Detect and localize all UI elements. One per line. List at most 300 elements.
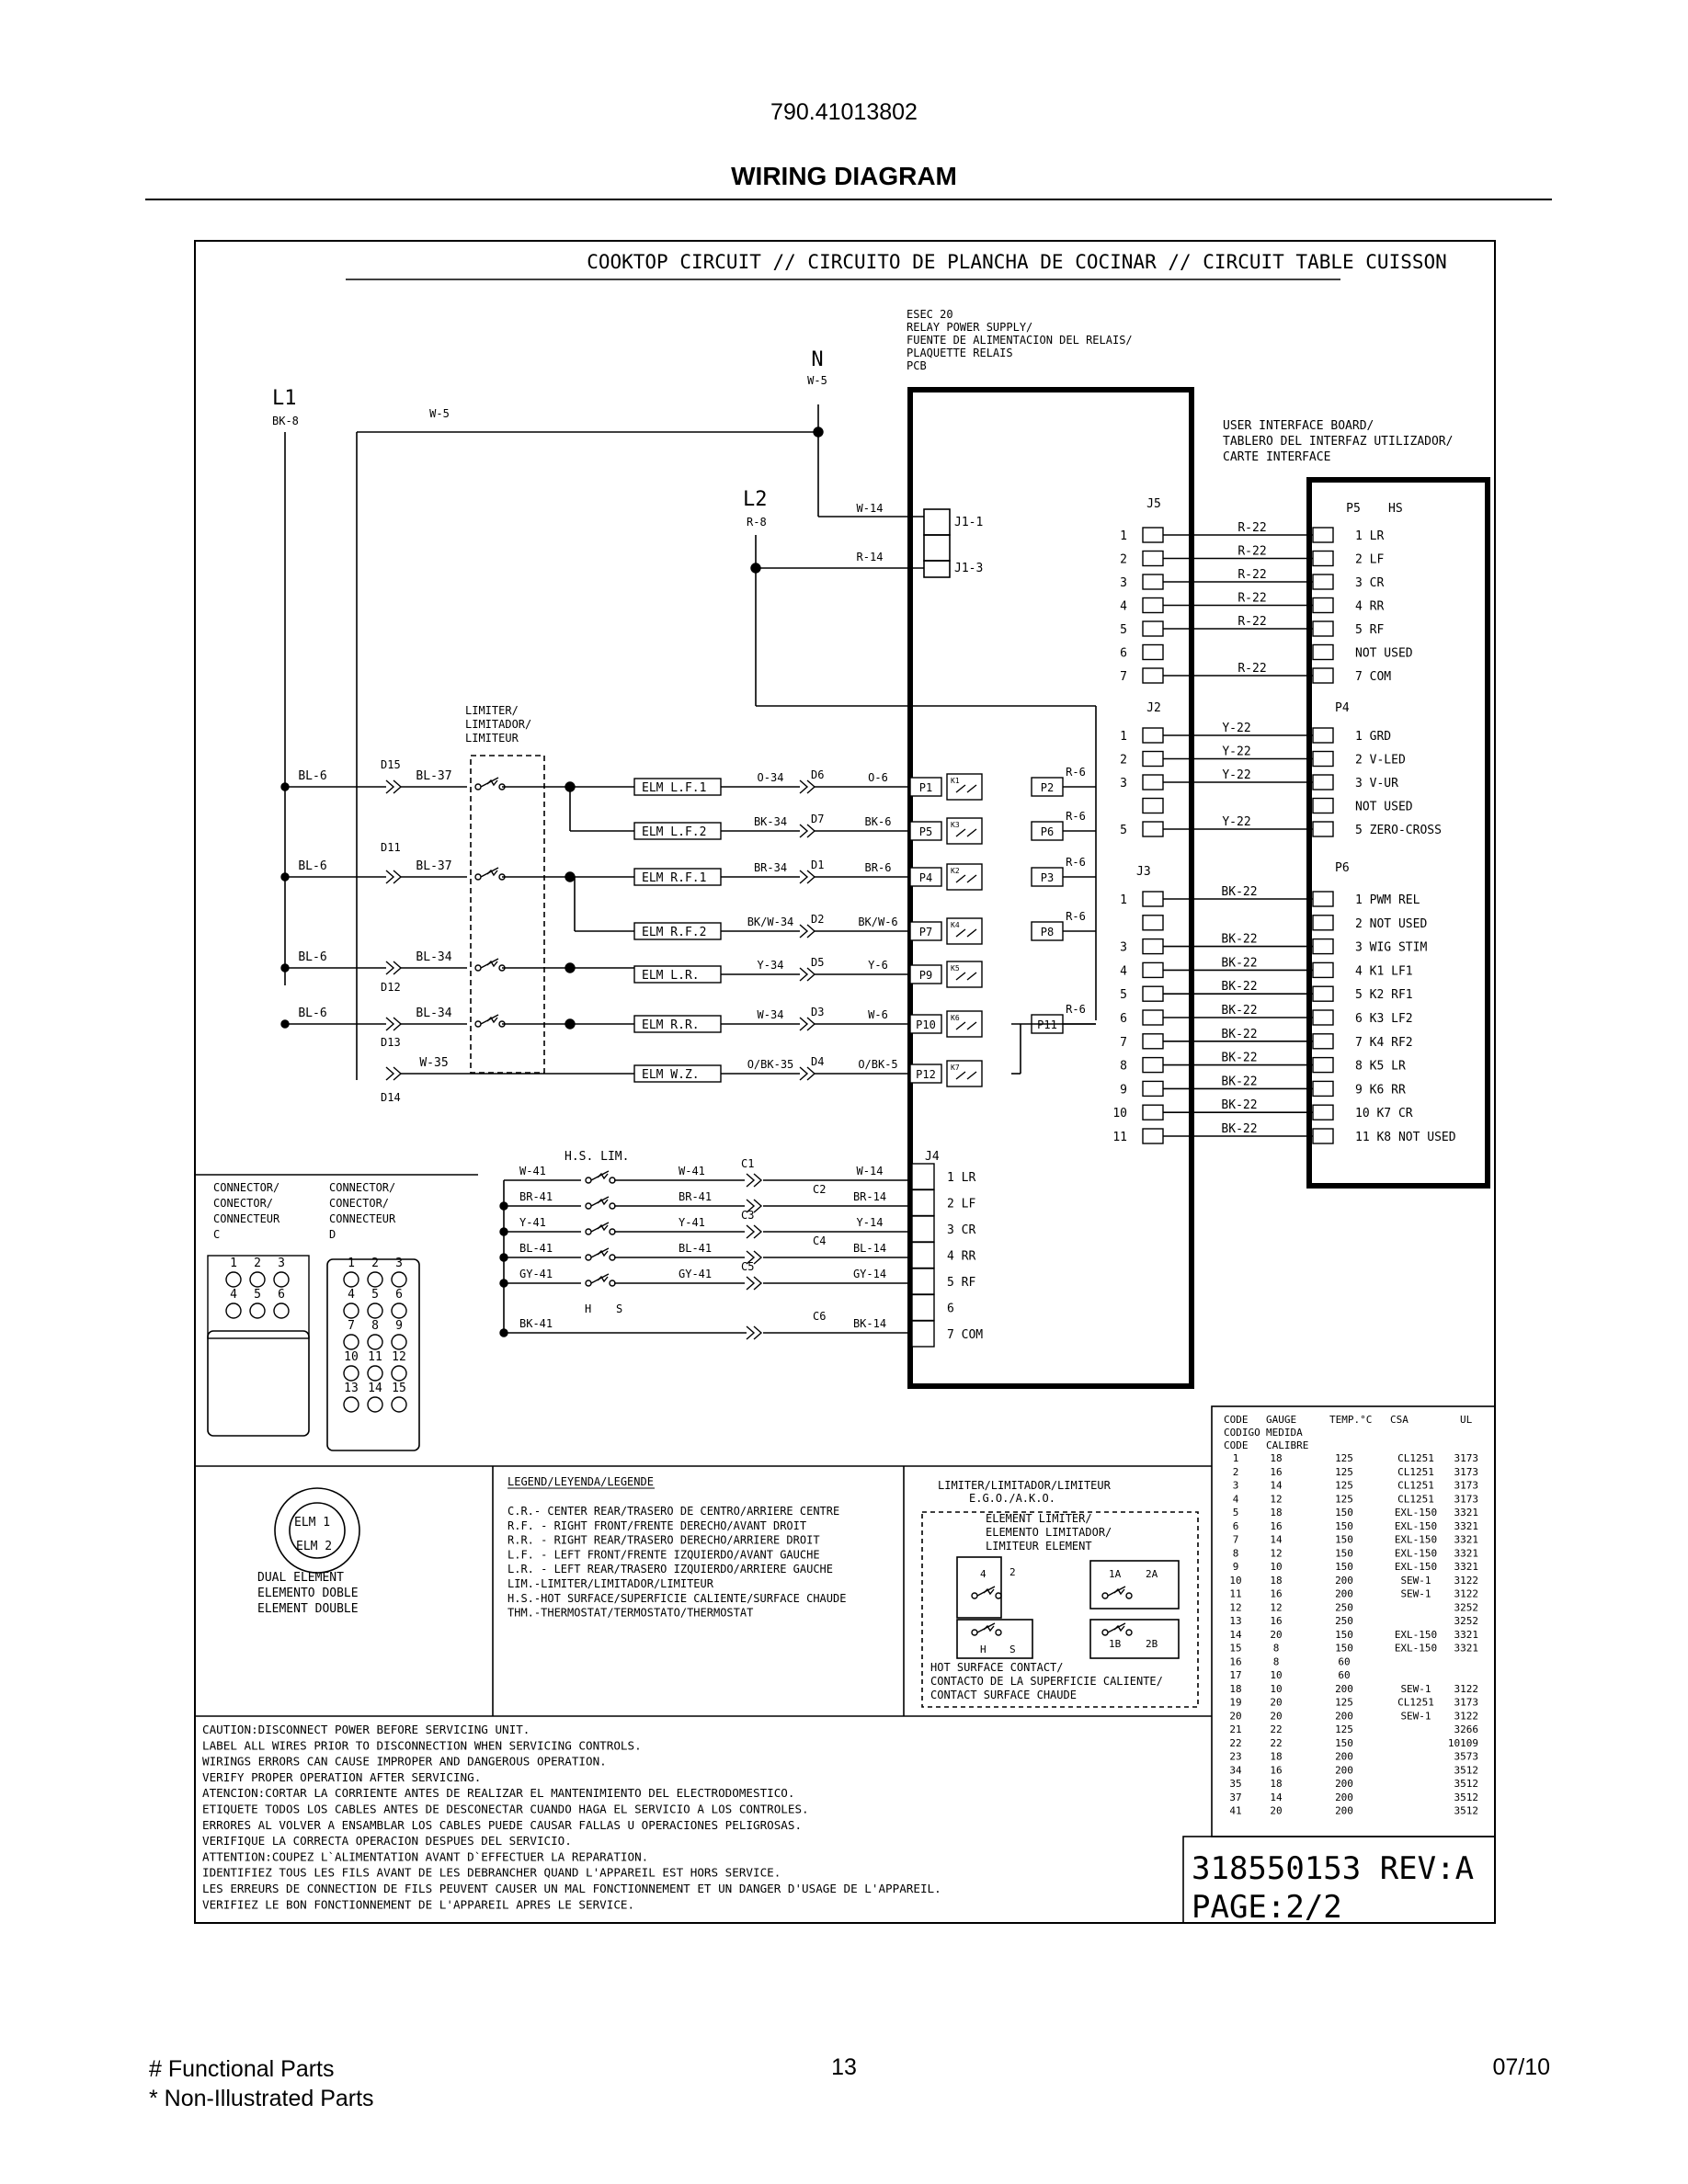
p5-pin-label: 7 COM <box>1355 670 1392 684</box>
hs-mid-wire-label: W-41 <box>679 1165 705 1177</box>
p5-pin-label: 1 LR <box>1355 529 1385 543</box>
connector-d-pin <box>344 1272 359 1287</box>
h-terminal-label: H <box>585 1302 592 1315</box>
code-table-ul: 3122 <box>1454 1587 1478 1600</box>
relay-out-pin-label: P11 <box>1037 1018 1057 1031</box>
p5-pin-box <box>1313 528 1333 542</box>
r14-wire-label: R-14 <box>856 551 884 563</box>
code-table-code: 14 <box>1229 1628 1242 1641</box>
code-table-temp: 125 <box>1335 1465 1353 1478</box>
junction-dot <box>751 563 760 573</box>
code-table-code: 4 <box>1232 1493 1239 1506</box>
hs-connector-label: C1 <box>741 1157 755 1170</box>
j3-pin-box <box>1143 962 1163 977</box>
connector-d-pin-number: 7 <box>348 1319 355 1333</box>
p5-wire-label: R-22 <box>1237 591 1267 606</box>
j5-pin-number: 3 <box>1120 576 1127 590</box>
j5-pin-number: 2 <box>1120 552 1127 567</box>
relay-wire-label: O-6 <box>868 771 888 784</box>
j3-pin-box <box>1143 892 1163 906</box>
limiter-box-inner-label: ELEMENTO LIMITADOR/ <box>986 1526 1112 1539</box>
hs-left-wire-label: W-41 <box>519 1165 546 1177</box>
p6-label: P6 <box>1335 861 1350 875</box>
code-table-temp: 250 <box>1335 1601 1353 1614</box>
relay-out-pin-label: P8 <box>1040 926 1055 938</box>
j5-pin-number: 5 <box>1120 623 1127 637</box>
code-table-code: 20 <box>1229 1710 1242 1723</box>
p5-wire-label: R-22 <box>1237 662 1267 676</box>
connector-c-pin-number: 1 <box>230 1257 237 1270</box>
code-table-gauge: 14 <box>1270 1791 1283 1803</box>
code-table-code: 3 <box>1232 1479 1239 1492</box>
diode-label: D7 <box>811 813 825 825</box>
j3-pin-number: 4 <box>1120 964 1127 979</box>
code-table-gauge: 12 <box>1270 1547 1283 1560</box>
feed-wire-label: BL-6 <box>298 1007 327 1020</box>
p6-pin-label: 5 K2 RF1 <box>1355 988 1413 1003</box>
j4-pin-box <box>912 1268 934 1294</box>
connector-symbol <box>800 925 815 938</box>
p6-pin-label: 7 K4 RF2 <box>1355 1035 1413 1050</box>
diode-label: D1 <box>811 859 825 871</box>
connector-d-pin <box>344 1303 359 1318</box>
switch-contact <box>1102 1630 1108 1635</box>
heating-element-label: ELM R.F.1 <box>642 871 707 885</box>
limiter-label: LIMITER/ <box>465 704 519 717</box>
code-table-gauge: 18 <box>1270 1507 1283 1519</box>
p6-wire-label: BK-22 <box>1221 980 1258 995</box>
j3-pin-number: 5 <box>1120 988 1127 1003</box>
j3-pin-box <box>1143 939 1163 954</box>
code-table-csa: CL1251 <box>1397 1452 1434 1464</box>
code-table-temp: 150 <box>1335 1642 1353 1655</box>
j4-pin-box <box>912 1190 934 1216</box>
p4-wire-label: Y-22 <box>1222 722 1251 735</box>
elm2-label: ELM 2 <box>296 1540 333 1553</box>
code-table-gauge: 16 <box>1270 1519 1283 1532</box>
hs-right-wire-label: W-14 <box>856 1165 884 1177</box>
legend-line: LIM.-LIMITER/LIMITADOR/LIMITEUR <box>508 1577 713 1590</box>
code-table-temp: 200 <box>1335 1804 1353 1817</box>
code-table-csa: EXL-150 <box>1394 1519 1438 1532</box>
code-table-gauge: 22 <box>1270 1736 1283 1749</box>
p6-wire-label: BK-22 <box>1221 1098 1258 1113</box>
code-table-gauge: 10 <box>1270 1682 1283 1695</box>
caution-line: ETIQUETE TODOS LOS CABLES ANTES DE DESCONECTAR CUANDO HAGA EL SERVICIO A LOS CONTROLES. <box>202 1802 809 1816</box>
switch-contact <box>972 1630 977 1635</box>
caution-line: IDENTIFIEZ TOUS LES FILS AVANT DE LES DEBRANCHER QUAND L'APPAREIL EST HORS SERVICE. <box>202 1865 781 1880</box>
connector-d-pin-number: 2 <box>371 1257 379 1270</box>
code-table-code: 22 <box>1229 1736 1242 1749</box>
model-number: 790.41013802 <box>770 99 918 125</box>
p6-pin-label: 8 K5 LR <box>1355 1059 1406 1074</box>
code-table-code: 1 <box>1232 1452 1239 1464</box>
limiter-pin-label: 4 <box>980 1568 987 1580</box>
j4-pin-label: 5 RF <box>947 1276 976 1290</box>
p4-pin-label: 2 V-LED <box>1355 753 1406 768</box>
caution-line: VERIFY PROPER OPERATION AFTER SERVICING. <box>202 1769 482 1784</box>
heating-element-label: ELM L.F.1 <box>642 781 707 795</box>
caution-line: VERIFIQUE LA CORRECTA OPERACION DESPUES DEL SERVICIO. <box>202 1834 572 1848</box>
caution-line: ATTENTION:COUPEZ L`ALIMENTATION AVANT D`EFFECTUER LA REPARATION. <box>202 1849 649 1864</box>
j5-pin-number: 7 <box>1120 670 1127 684</box>
limiter-pin-label: 2B <box>1146 1638 1158 1650</box>
relay-output-wire-label: R-6 <box>1066 766 1086 779</box>
j4-pin-box <box>912 1321 934 1347</box>
caution-line: VERIFIEZ LE BON FONCTIONNEMENT DE L'APPAREIL APRES LE SERVICE. <box>202 1897 635 1912</box>
code-table-gauge: 18 <box>1270 1778 1283 1790</box>
code-table-code: 18 <box>1229 1682 1242 1695</box>
ui-board-label: USER INTERFACE BOARD/ <box>1223 419 1374 433</box>
limiter-wire-label: BL-34 <box>416 1007 452 1020</box>
j3-pin-number: 6 <box>1120 1012 1127 1026</box>
j4-pin-label: 4 RR <box>947 1249 976 1264</box>
hs-mid-wire-label: GY-41 <box>679 1268 713 1280</box>
p6-pin-box <box>1313 1081 1333 1096</box>
element-wire-label: W-34 <box>757 1008 784 1021</box>
p6-pin-label: 2 NOT USED <box>1355 916 1428 931</box>
hot-surface-label: CONTACTO DE LA SUPERFICIE CALIENTE/ <box>930 1675 1163 1688</box>
p6-pin-box <box>1313 1034 1333 1049</box>
connector-symbol <box>800 968 815 981</box>
j5-pin-box <box>1143 574 1163 589</box>
code-table-code: 9 <box>1232 1561 1239 1573</box>
code-table-csa: SEW-1 <box>1400 1574 1431 1587</box>
connector-d-pin <box>368 1272 382 1287</box>
connector-c-pin <box>274 1303 289 1318</box>
code-table-gauge: 20 <box>1270 1696 1283 1709</box>
limiter-pin-label: S <box>1009 1644 1016 1655</box>
code-table-temp: 200 <box>1335 1587 1353 1600</box>
limiter-label: LIMITEUR <box>465 732 519 745</box>
p6-pin-box <box>1313 892 1333 906</box>
j1-pin-label: J1-3 <box>954 562 984 575</box>
heating-element-label: ELM W.Z. <box>642 1068 700 1082</box>
j3-pin-box <box>1143 986 1163 1001</box>
code-table-temp: 125 <box>1335 1493 1353 1506</box>
j2-pin-number: 2 <box>1120 753 1127 768</box>
j4-pin-label: 3 CR <box>947 1223 976 1237</box>
legend-line: C.R.- CENTER REAR/TRASERO DE CENTRO/ARRIERE CENTRE <box>508 1505 840 1518</box>
code-table-ul: 3173 <box>1454 1465 1478 1478</box>
code-table-ul: 3321 <box>1454 1519 1478 1532</box>
p4-pin-box <box>1313 752 1333 767</box>
l1-label: L1 <box>272 387 297 410</box>
connector-c-label: CONNECTOR/ <box>213 1181 280 1194</box>
connector-c-label: CONNECTEUR <box>213 1212 280 1225</box>
code-table-temp: 150 <box>1335 1519 1353 1532</box>
hs-right-wire-label: Y-14 <box>856 1216 884 1229</box>
code-table-code: 17 <box>1229 1669 1242 1681</box>
code-table-frame <box>1212 1406 1495 1837</box>
code-table-ul: 3321 <box>1454 1561 1478 1573</box>
code-table-code: 37 <box>1229 1791 1242 1803</box>
p6-pin-label: 3 WIG STIM <box>1355 940 1428 955</box>
connector-symbol <box>747 1225 761 1238</box>
code-table-gauge: 18 <box>1270 1750 1283 1763</box>
p5-pin-label: 2 LF <box>1355 552 1385 567</box>
relay-wire-label: W-6 <box>868 1008 888 1021</box>
connector-d-pin <box>392 1397 406 1412</box>
relay-board-label: PCB <box>907 359 927 372</box>
j2-pin-box <box>1143 822 1163 836</box>
p6-pin-box <box>1313 962 1333 977</box>
code-table-header: CSA <box>1390 1414 1409 1426</box>
code-table-code: 13 <box>1229 1615 1242 1627</box>
code-table-code: 35 <box>1229 1778 1242 1790</box>
code-table-temp: 200 <box>1335 1778 1353 1790</box>
connector-d-pin-number: 13 <box>344 1382 359 1395</box>
code-table-ul: 3173 <box>1454 1493 1478 1506</box>
w5-wire-label: W-5 <box>429 407 450 420</box>
code-table-code: 19 <box>1229 1696 1242 1709</box>
connector-c-label: C <box>213 1228 221 1241</box>
relay-wire-label: Y-6 <box>868 959 888 972</box>
code-table-ul: 3173 <box>1454 1479 1478 1492</box>
p6-pin-label: 9 K6 RR <box>1355 1083 1406 1098</box>
code-table-gauge: 20 <box>1270 1710 1283 1723</box>
revision-date: 07/10 <box>1492 2054 1550 2080</box>
limiter-pin-label: 1A <box>1109 1568 1122 1580</box>
relay-out-pin-label: P3 <box>1040 871 1055 884</box>
code-table-gauge: 16 <box>1270 1615 1283 1627</box>
caution-line: LABEL ALL WIRES PRIOR TO DISCONNECTION WHEN SERVICING CONTROLS. <box>202 1738 642 1753</box>
element-wire-label: Y-34 <box>757 959 784 972</box>
code-table-temp: 150 <box>1335 1628 1353 1641</box>
switch-contact <box>586 1229 591 1234</box>
heating-element-label: ELM R.R. <box>642 1018 700 1032</box>
p6-wire-label: BK-22 <box>1221 1004 1258 1018</box>
relay-coil-label: K7 <box>951 1064 960 1072</box>
j3-pin-number: 3 <box>1120 940 1127 955</box>
code-table-csa: SEW-1 <box>1400 1710 1431 1723</box>
caution-line: ATENCION:CORTAR LA CORRIENTE ANTES DE REALIZAR EL MANTENIMIENTO DEL ELECTRODOMESTICO. <box>202 1786 795 1801</box>
connector-d-pin-number: 10 <box>344 1350 359 1364</box>
diagram-page-label: PAGE:2/2 <box>1192 1889 1342 1926</box>
hs-left-wire-label: BK-41 <box>519 1317 553 1330</box>
j3-pin-box <box>1143 1105 1163 1120</box>
diode-label: D2 <box>811 913 825 926</box>
legend-title: LEGEND/LEYENDA/LEGENDE <box>508 1475 654 1488</box>
relay-in-pin-label: P4 <box>918 871 933 884</box>
hs-connector-label: C4 <box>813 1234 827 1247</box>
relay-board-label: FUENTE DE ALIMENTACION DEL RELAIS/ <box>907 334 1133 347</box>
p5-wire-label: R-22 <box>1237 615 1267 629</box>
j1-pin-label: J1-1 <box>954 516 984 529</box>
junction-dot <box>281 1020 289 1028</box>
limiter-box-subtitle: E.G.O./A.K.O. <box>969 1492 1055 1505</box>
p4-pin-box <box>1313 799 1333 813</box>
p6-pin-box <box>1313 916 1333 930</box>
p4-pin-box <box>1313 728 1333 743</box>
p6-wire-label: BK-22 <box>1221 1051 1258 1065</box>
code-table-header: GAUGE <box>1266 1414 1297 1426</box>
connector-d-pin-number: 12 <box>392 1350 406 1364</box>
p6-pin-box <box>1313 1010 1333 1025</box>
diagram-frame <box>195 241 1495 1923</box>
j3-pin-box <box>1143 1010 1163 1025</box>
ui-board-label: CARTE INTERFACE <box>1223 450 1331 464</box>
ui-board-label: TABLERO DEL INTERFAZ UTILIZADOR/ <box>1223 435 1454 449</box>
j3-pin-box <box>1143 1034 1163 1049</box>
element-wire-label: O/BK-35 <box>747 1058 794 1071</box>
connector-c-pin-number: 6 <box>278 1288 285 1302</box>
w14-wire-label: W-14 <box>856 502 884 515</box>
code-table-csa: EXL-150 <box>1394 1561 1438 1573</box>
code-table-csa: EXL-150 <box>1394 1628 1438 1641</box>
code-table-csa: CL1251 <box>1397 1465 1434 1478</box>
j4-pin-box <box>912 1295 934 1321</box>
p5-wire-label: R-22 <box>1237 568 1267 582</box>
relay-board-label: ESEC 20 <box>907 308 953 321</box>
p6-wire-label: BK-22 <box>1221 932 1258 947</box>
feed-diode-label: D14 <box>381 1091 401 1104</box>
diode-label: D3 <box>811 1006 825 1018</box>
code-table-ul: 3512 <box>1454 1764 1478 1777</box>
j5-pin-box <box>1143 645 1163 660</box>
hs-right-wire-label: BK-14 <box>852 1317 887 1330</box>
j2-label: J2 <box>1146 701 1161 715</box>
relay-coil-label: K4 <box>951 921 960 929</box>
feed-wire-label: BL-6 <box>298 950 327 964</box>
hs-left-wire-label: BR-41 <box>519 1190 553 1203</box>
switch-contact <box>586 1203 591 1209</box>
diode-label: D5 <box>811 956 825 969</box>
limiter-box <box>471 756 544 1073</box>
limiter-wire-label: BL-37 <box>416 859 452 873</box>
l1-wire-label: BK-8 <box>272 415 299 427</box>
switch-contact <box>996 1593 1001 1598</box>
p6-pin-box <box>1313 1058 1333 1073</box>
element-wire-label: BR-34 <box>753 861 788 874</box>
j3-label: J3 <box>1136 865 1151 879</box>
j4-pin-label: 7 COM <box>947 1328 984 1342</box>
code-table-header: CALIBRE <box>1266 1439 1309 1451</box>
code-table-gauge: 16 <box>1270 1465 1283 1478</box>
connector-d-pin <box>368 1397 382 1412</box>
j3-pin-number: 1 <box>1120 893 1127 907</box>
code-table-ul: 3173 <box>1454 1696 1478 1709</box>
code-table-ul: 3252 <box>1454 1601 1478 1614</box>
connector-d-label: CONNECTOR/ <box>329 1181 396 1194</box>
j3-pin-box <box>1143 1129 1163 1143</box>
relay-in-pin-label: P1 <box>918 781 933 794</box>
code-table-gauge: 18 <box>1270 1574 1283 1587</box>
hs-connector-label: C3 <box>741 1209 755 1222</box>
dual-element-label: ELEMENT DOUBLE <box>257 1602 359 1616</box>
limiter-pin-label: H <box>980 1644 987 1655</box>
hot-surface-label: HOT SURFACE CONTACT/ <box>930 1661 1064 1674</box>
connector-d-pin-number: 1 <box>348 1257 355 1270</box>
connector-symbol <box>800 1018 815 1030</box>
code-table-code: 8 <box>1232 1547 1239 1560</box>
p5-pin-box <box>1313 598 1333 613</box>
code-table-ul: 3512 <box>1454 1804 1478 1817</box>
code-table-csa: CL1251 <box>1397 1493 1434 1506</box>
code-table-gauge: 12 <box>1270 1493 1283 1506</box>
p4-pin-label: 3 V-UR <box>1355 777 1398 791</box>
connector-d-pin <box>368 1366 382 1381</box>
switch-contact <box>1126 1593 1132 1598</box>
code-table-ul: 3321 <box>1454 1507 1478 1519</box>
connector-symbol <box>800 1067 815 1080</box>
code-table-gauge: 16 <box>1270 1764 1283 1777</box>
element-wire-label: O-34 <box>757 771 784 784</box>
code-table-temp: 150 <box>1335 1736 1353 1749</box>
connector-symbol <box>800 825 815 837</box>
hs-right-wire-label: BL-14 <box>852 1242 887 1255</box>
connector-d-pin-number: 14 <box>368 1382 382 1395</box>
code-table-ul: 3321 <box>1454 1547 1478 1560</box>
code-table-temp: 125 <box>1335 1452 1353 1464</box>
connector-d-pin-number: 11 <box>368 1350 382 1364</box>
connector-symbol <box>386 961 401 974</box>
p5-pin-box <box>1313 645 1333 660</box>
connector-c-pin <box>226 1272 241 1287</box>
limiter-box-inner-label: ELEMENT LIMITER/ <box>986 1512 1092 1525</box>
element-wire-label: BK/W-34 <box>747 916 794 928</box>
j4-pin-box <box>912 1164 934 1189</box>
limiter-box-inner-label: LIMITEUR ELEMENT <box>986 1540 1092 1553</box>
junction-dot <box>814 427 823 437</box>
j5-pin-number: 6 <box>1120 646 1127 661</box>
hs-connector-label: C5 <box>741 1260 755 1273</box>
code-table-code: 2 <box>1232 1465 1239 1478</box>
p4-pin-box <box>1313 822 1333 836</box>
connector-d-pin-number: 9 <box>395 1319 403 1333</box>
caution-line: ERRORES AL VOLVER A ENSAMBLAR LOS CABLES PUEDE CAUSAR FALLAS U OPERACIONES PELIGROSAS. <box>202 1817 803 1832</box>
connector-d-pin-number: 3 <box>395 1257 403 1270</box>
connector-c-pin-number: 4 <box>230 1288 237 1302</box>
connector-d-pin <box>368 1335 382 1349</box>
connector-d-pin-number: 4 <box>348 1288 355 1302</box>
p6-pin-box <box>1313 986 1333 1001</box>
code-table-gauge: 10 <box>1270 1561 1283 1573</box>
j3-pin-box <box>1143 1081 1163 1096</box>
code-table-temp: 150 <box>1335 1561 1353 1573</box>
connector-d-pin <box>344 1335 359 1349</box>
hs-limiter-label: H.S. LIM. <box>565 1150 630 1164</box>
hs-left-wire-label: GY-41 <box>519 1268 553 1280</box>
code-table-code: 23 <box>1229 1750 1242 1763</box>
relay-output-wire-label: R-6 <box>1066 856 1086 869</box>
hs-label: HS <box>1388 502 1403 516</box>
connector-c-label: CONECTOR/ <box>213 1197 274 1210</box>
hs-left-wire-label: BL-41 <box>519 1242 553 1255</box>
part-number: 318550153 REV:A <box>1192 1850 1475 1887</box>
feed-diode-label: D12 <box>381 981 401 994</box>
dual-element-label: ELEMENTO DOBLE <box>257 1587 359 1600</box>
switch-contact <box>996 1630 1001 1635</box>
n-label: N <box>811 348 824 371</box>
code-table-ul: 3321 <box>1454 1533 1478 1546</box>
code-table-csa: EXL-150 <box>1394 1547 1438 1560</box>
page-number: 13 <box>831 2054 857 2080</box>
j3-pin-number: 7 <box>1120 1035 1127 1050</box>
relay-coil-label: K5 <box>951 964 960 973</box>
diode-label: D4 <box>811 1055 825 1068</box>
connector-d-pin <box>344 1397 359 1412</box>
p6-pin-label: 4 K1 LF1 <box>1355 964 1413 979</box>
connector-d-pin <box>392 1303 406 1318</box>
code-table-csa: CL1251 <box>1397 1479 1434 1492</box>
j5-pin-box <box>1143 668 1163 683</box>
feed-diode-label: D13 <box>381 1036 401 1049</box>
connector-d-pin-number: 8 <box>371 1319 379 1333</box>
code-table-code: 5 <box>1232 1507 1239 1519</box>
l2-label: L2 <box>743 488 768 511</box>
code-table-csa: CL1251 <box>1397 1696 1434 1709</box>
